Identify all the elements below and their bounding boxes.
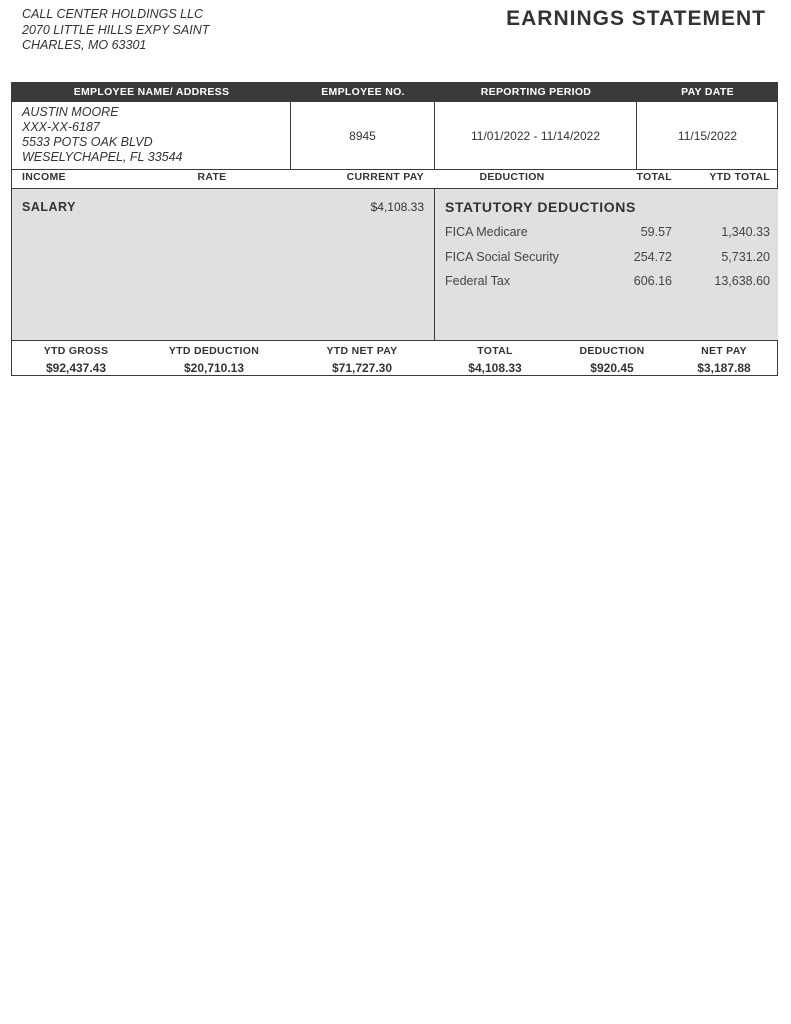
column-rate: RATE (197, 171, 227, 183)
ytd-gross-label: YTD GROSS (43, 345, 109, 357)
divider (12, 169, 777, 170)
employee-city: WESELYCHAPEL, FL 33544 (22, 150, 183, 164)
header-pay-date: PAY DATE (637, 83, 778, 102)
column-deduction: DEDUCTION (479, 171, 545, 183)
header-employee-no: EMPLOYEE NO. (291, 83, 435, 102)
column-current-pay: CURRENT PAY (346, 171, 424, 183)
deduction-total: 59.57 (640, 225, 672, 239)
statutory-deductions-title: STATUTORY DEDUCTIONS (445, 199, 636, 215)
column-ytd-total: YTD TOTAL (709, 171, 770, 183)
pay-date-value: 11/15/2022 (677, 129, 738, 143)
salary-current-pay: $4,108.33 (370, 200, 424, 214)
ytd-deduction-label: YTD DEDUCTION (168, 345, 260, 357)
total-label: TOTAL (477, 345, 513, 357)
employee-name: AUSTIN MOORE (22, 105, 119, 119)
header-reporting-period: REPORTING PERIOD (435, 83, 637, 102)
employee-number: 8945 (349, 129, 376, 143)
ytd-deduction-value: $20,710.13 (183, 361, 245, 375)
company-city: CHARLES, MO 63301 (22, 38, 147, 52)
employee-ssn: XXX-XX-6187 (22, 120, 100, 134)
reporting-period-value: 11/01/2022 - 11/14/2022 (471, 129, 600, 143)
deduction-value: $920.45 (590, 361, 634, 375)
company-street: 2070 LITTLE HILLS EXPY SAINT (22, 22, 210, 37)
deduction-total: 606.16 (633, 274, 672, 288)
ytd-gross-value: $92,437.43 (45, 361, 107, 375)
salary-label: SALARY (22, 200, 76, 214)
document-title: EARNINGS STATEMENT (506, 7, 766, 30)
divider (12, 340, 777, 341)
earnings-statement-table (11, 82, 778, 376)
ytd-net-pay-label: YTD NET PAY (326, 345, 398, 357)
column-total: TOTAL (636, 171, 672, 183)
deduction-ytd: 13,638.60 (714, 274, 770, 288)
deduction-ytd: 1,340.33 (721, 225, 770, 239)
deduction-name: FICA Medicare (445, 225, 528, 239)
net-pay-value: $3,187.88 (697, 361, 751, 375)
deduction-total: 254.72 (633, 250, 672, 264)
divider (434, 189, 435, 340)
column-income: INCOME (22, 171, 66, 183)
company-name: CALL CENTER HOLDINGS LLC (22, 7, 204, 21)
header-employee-name-address: EMPLOYEE NAME/ ADDRESS (12, 83, 291, 102)
deduction-label: DEDUCTION (579, 345, 645, 357)
deduction-name: Federal Tax (445, 274, 511, 288)
employee-address (22, 105, 183, 165)
deduction-ytd: 5,731.20 (721, 250, 770, 264)
deduction-name: FICA Social Security (445, 250, 559, 264)
ytd-net-pay-value: $71,727.30 (331, 361, 393, 375)
company-address (22, 7, 209, 54)
employee-street: 5533 POTS OAK BLVD (22, 135, 153, 149)
net-pay-label: NET PAY (701, 345, 747, 357)
total-value: $4,108.33 (468, 361, 522, 375)
